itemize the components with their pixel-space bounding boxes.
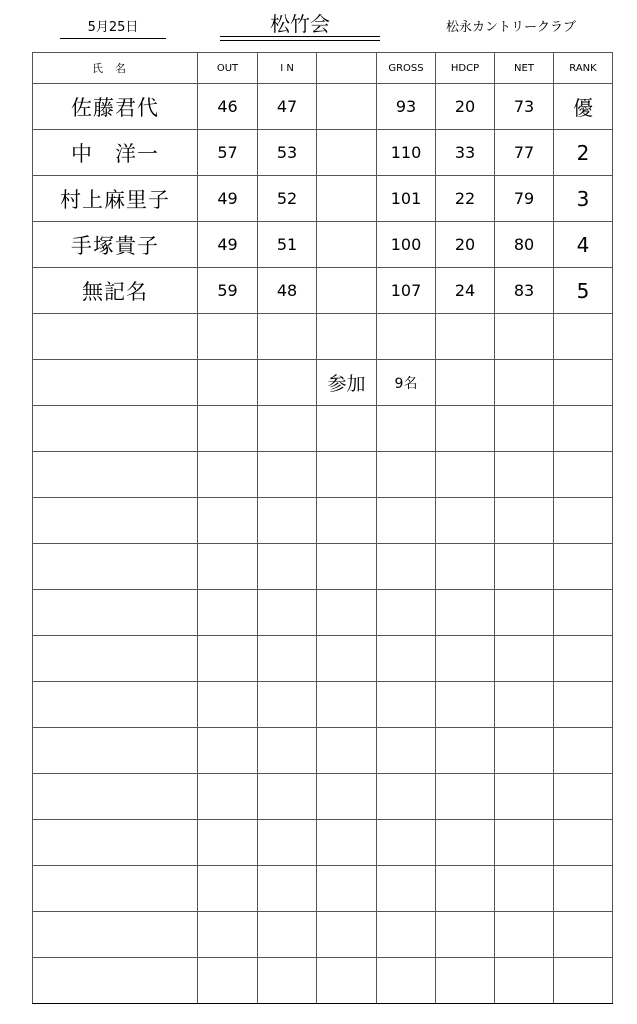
col-header-in: I N [258, 53, 317, 84]
score-table [32, 52, 613, 1004]
empty-row [33, 590, 613, 636]
score-gross: 101 [377, 176, 436, 222]
score-out: 49 [198, 222, 258, 268]
empty-row [33, 682, 613, 728]
score-net: 79 [495, 176, 554, 222]
empty-row [33, 498, 613, 544]
score-gross: 107 [377, 268, 436, 314]
empty-row [33, 774, 613, 820]
empty-row [33, 820, 613, 866]
empty-row [33, 406, 613, 452]
col-header-name: 氏名 [33, 53, 198, 84]
blank-cell [317, 222, 377, 268]
score-out: 59 [198, 268, 258, 314]
player-name: 中 洋一 [33, 130, 198, 176]
empty-row [33, 958, 613, 1004]
score-hdcp: 20 [436, 84, 495, 130]
rank-cell: 2 [554, 130, 613, 176]
score-net: 83 [495, 268, 554, 314]
rank-cell: 5 [554, 268, 613, 314]
score-gross: 93 [377, 84, 436, 130]
empty-row [33, 314, 613, 360]
empty-row [33, 866, 613, 912]
player-name: 佐藤君代 [33, 84, 198, 130]
header-row [33, 53, 613, 84]
score-gross: 110 [377, 130, 436, 176]
score-in: 48 [258, 268, 317, 314]
player-name: 手塚貴子 [33, 222, 198, 268]
participants-row [33, 360, 613, 406]
col-header-net: NET [495, 53, 554, 84]
score-in: 47 [258, 84, 317, 130]
col-header-hdcp: HDCP [436, 53, 495, 84]
player-name: 無記名 [33, 268, 198, 314]
event-date: 5月25日 [60, 18, 166, 39]
participants-count: 9名 [377, 360, 436, 406]
blank-cell [317, 84, 377, 130]
event-title: 松竹会 [270, 12, 330, 36]
participants-label: 参加 [317, 360, 377, 406]
blank-cell [317, 130, 377, 176]
table-row [33, 176, 613, 222]
col-header-gross: GROSS [377, 53, 436, 84]
title-underline [220, 36, 380, 41]
score-hdcp: 24 [436, 268, 495, 314]
player-name: 村上麻里子 [33, 176, 198, 222]
rank-cell: 4 [554, 222, 613, 268]
table-row [33, 84, 613, 130]
score-net: 77 [495, 130, 554, 176]
blank-cell [317, 176, 377, 222]
col-header-blank [317, 53, 377, 84]
rank-cell: 3 [554, 176, 613, 222]
score-out: 49 [198, 176, 258, 222]
rank-cell: 優 [554, 84, 613, 130]
club-name: 松永カントリークラブ [446, 20, 577, 35]
blank-cell [317, 268, 377, 314]
score-gross: 100 [377, 222, 436, 268]
score-out: 46 [198, 84, 258, 130]
empty-row [33, 452, 613, 498]
table-row [33, 222, 613, 268]
score-out: 57 [198, 130, 258, 176]
col-header-rank: RANK [554, 53, 613, 84]
empty-row [33, 636, 613, 682]
table-row [33, 130, 613, 176]
score-net: 73 [495, 84, 554, 130]
score-hdcp: 33 [436, 130, 495, 176]
score-in: 52 [258, 176, 317, 222]
table-row [33, 268, 613, 314]
score-hdcp: 20 [436, 222, 495, 268]
empty-row [33, 912, 613, 958]
col-header-out: OUT [198, 53, 258, 84]
score-net: 80 [495, 222, 554, 268]
score-hdcp: 22 [436, 176, 495, 222]
empty-row [33, 728, 613, 774]
score-in: 51 [258, 222, 317, 268]
score-in: 53 [258, 130, 317, 176]
empty-row [33, 544, 613, 590]
